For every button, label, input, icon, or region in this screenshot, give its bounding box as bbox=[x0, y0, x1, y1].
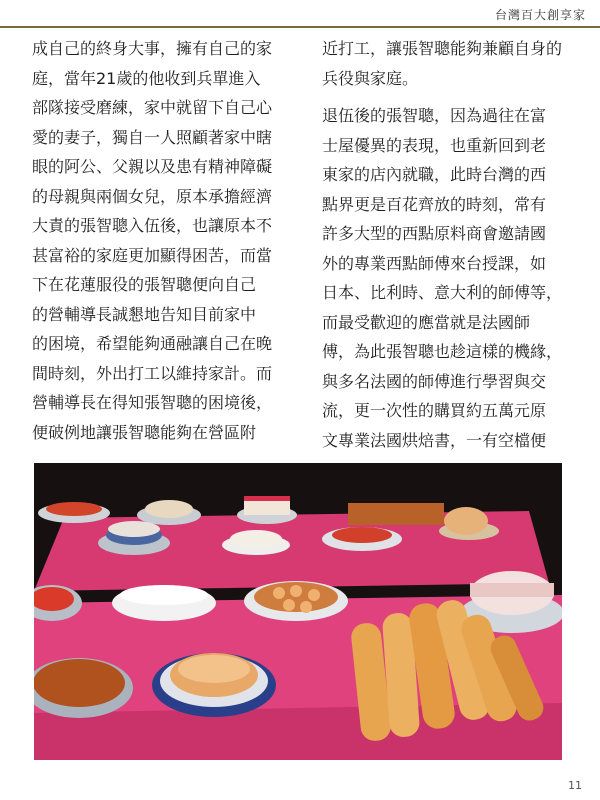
text-line: 外的專業西點師傅來台授課，如 bbox=[322, 253, 547, 273]
text-line: 日本、比利時、意大利的師傅等， bbox=[322, 283, 563, 302]
text-line: 士屋優異的表現，也重新回到老 bbox=[322, 135, 547, 155]
right-column bbox=[322, 34, 565, 463]
text-line: 近打工，讓張智聰能夠兼顧自身的 bbox=[322, 39, 563, 58]
text-line: 的困境，希望能夠通融讓自己在晚 bbox=[32, 334, 273, 353]
paragraph bbox=[322, 101, 565, 455]
text-line: 與多名法國的師傅進行學習與交 bbox=[322, 371, 547, 391]
paragraph bbox=[322, 34, 565, 93]
text-line: 流，更一次性的購買約五萬元原 bbox=[322, 401, 547, 420]
pastry-display-photo bbox=[34, 463, 562, 760]
text-line: 便破例地讓張智聰能夠在營區附 bbox=[32, 422, 257, 442]
text-line: 甚富裕的家庭更加顯得困苦，而當 bbox=[32, 245, 273, 265]
text-line: 的母親與兩個女兒，原本承擔經濟 bbox=[32, 186, 273, 206]
text-line: 營輔導長在得知張智聰的困境後， bbox=[32, 393, 273, 412]
running-header bbox=[0, 0, 600, 28]
text-line: 的營輔導長誠懇地告知目前家中 bbox=[32, 304, 257, 324]
text-line: 部隊接受磨練，家中就留下自己心 bbox=[32, 98, 273, 117]
text-line: 眼的阿公、父親以及患有精神障礙 bbox=[32, 157, 273, 176]
text-line: 許多大型的西點原料商會邀請國 bbox=[322, 224, 547, 243]
text-line: 庭，當年21歲的他收到兵單進入 bbox=[32, 68, 261, 88]
text-line: 文專業法國烘焙書，一有空檔便 bbox=[322, 430, 547, 450]
text-line: 成自己的終身大事，擁有自己的家 bbox=[32, 39, 273, 58]
header-label: 台灣百大創享家 bbox=[494, 8, 586, 22]
left-column bbox=[32, 34, 275, 447]
text-line: 退伍後的張智聰，因為過往在富 bbox=[322, 106, 547, 125]
text-line: 下在花蓮服役的張智聰便向自己 bbox=[32, 275, 257, 294]
text-line: 間時刻，外出打工以維持家計。而 bbox=[32, 363, 273, 383]
page-number: 11 bbox=[568, 779, 582, 792]
text-line: 而最受歡迎的應當就是法國師 bbox=[322, 312, 531, 332]
text-line: 大責的張智聰入伍後，也讓原本不 bbox=[32, 216, 273, 235]
text-line: 兵役與家庭。 bbox=[322, 68, 419, 88]
text-line: 傅，為此張智聰也趁這樣的機緣， bbox=[322, 342, 563, 361]
text-line: 東家的店內就職，此時台灣的西 bbox=[322, 165, 547, 184]
text-line: 愛的妻子，獨自一人照顧著家中瞎 bbox=[32, 127, 273, 147]
header-rule bbox=[0, 26, 600, 28]
text-line: 點界更是百花齊放的時刻，常有 bbox=[322, 194, 547, 214]
